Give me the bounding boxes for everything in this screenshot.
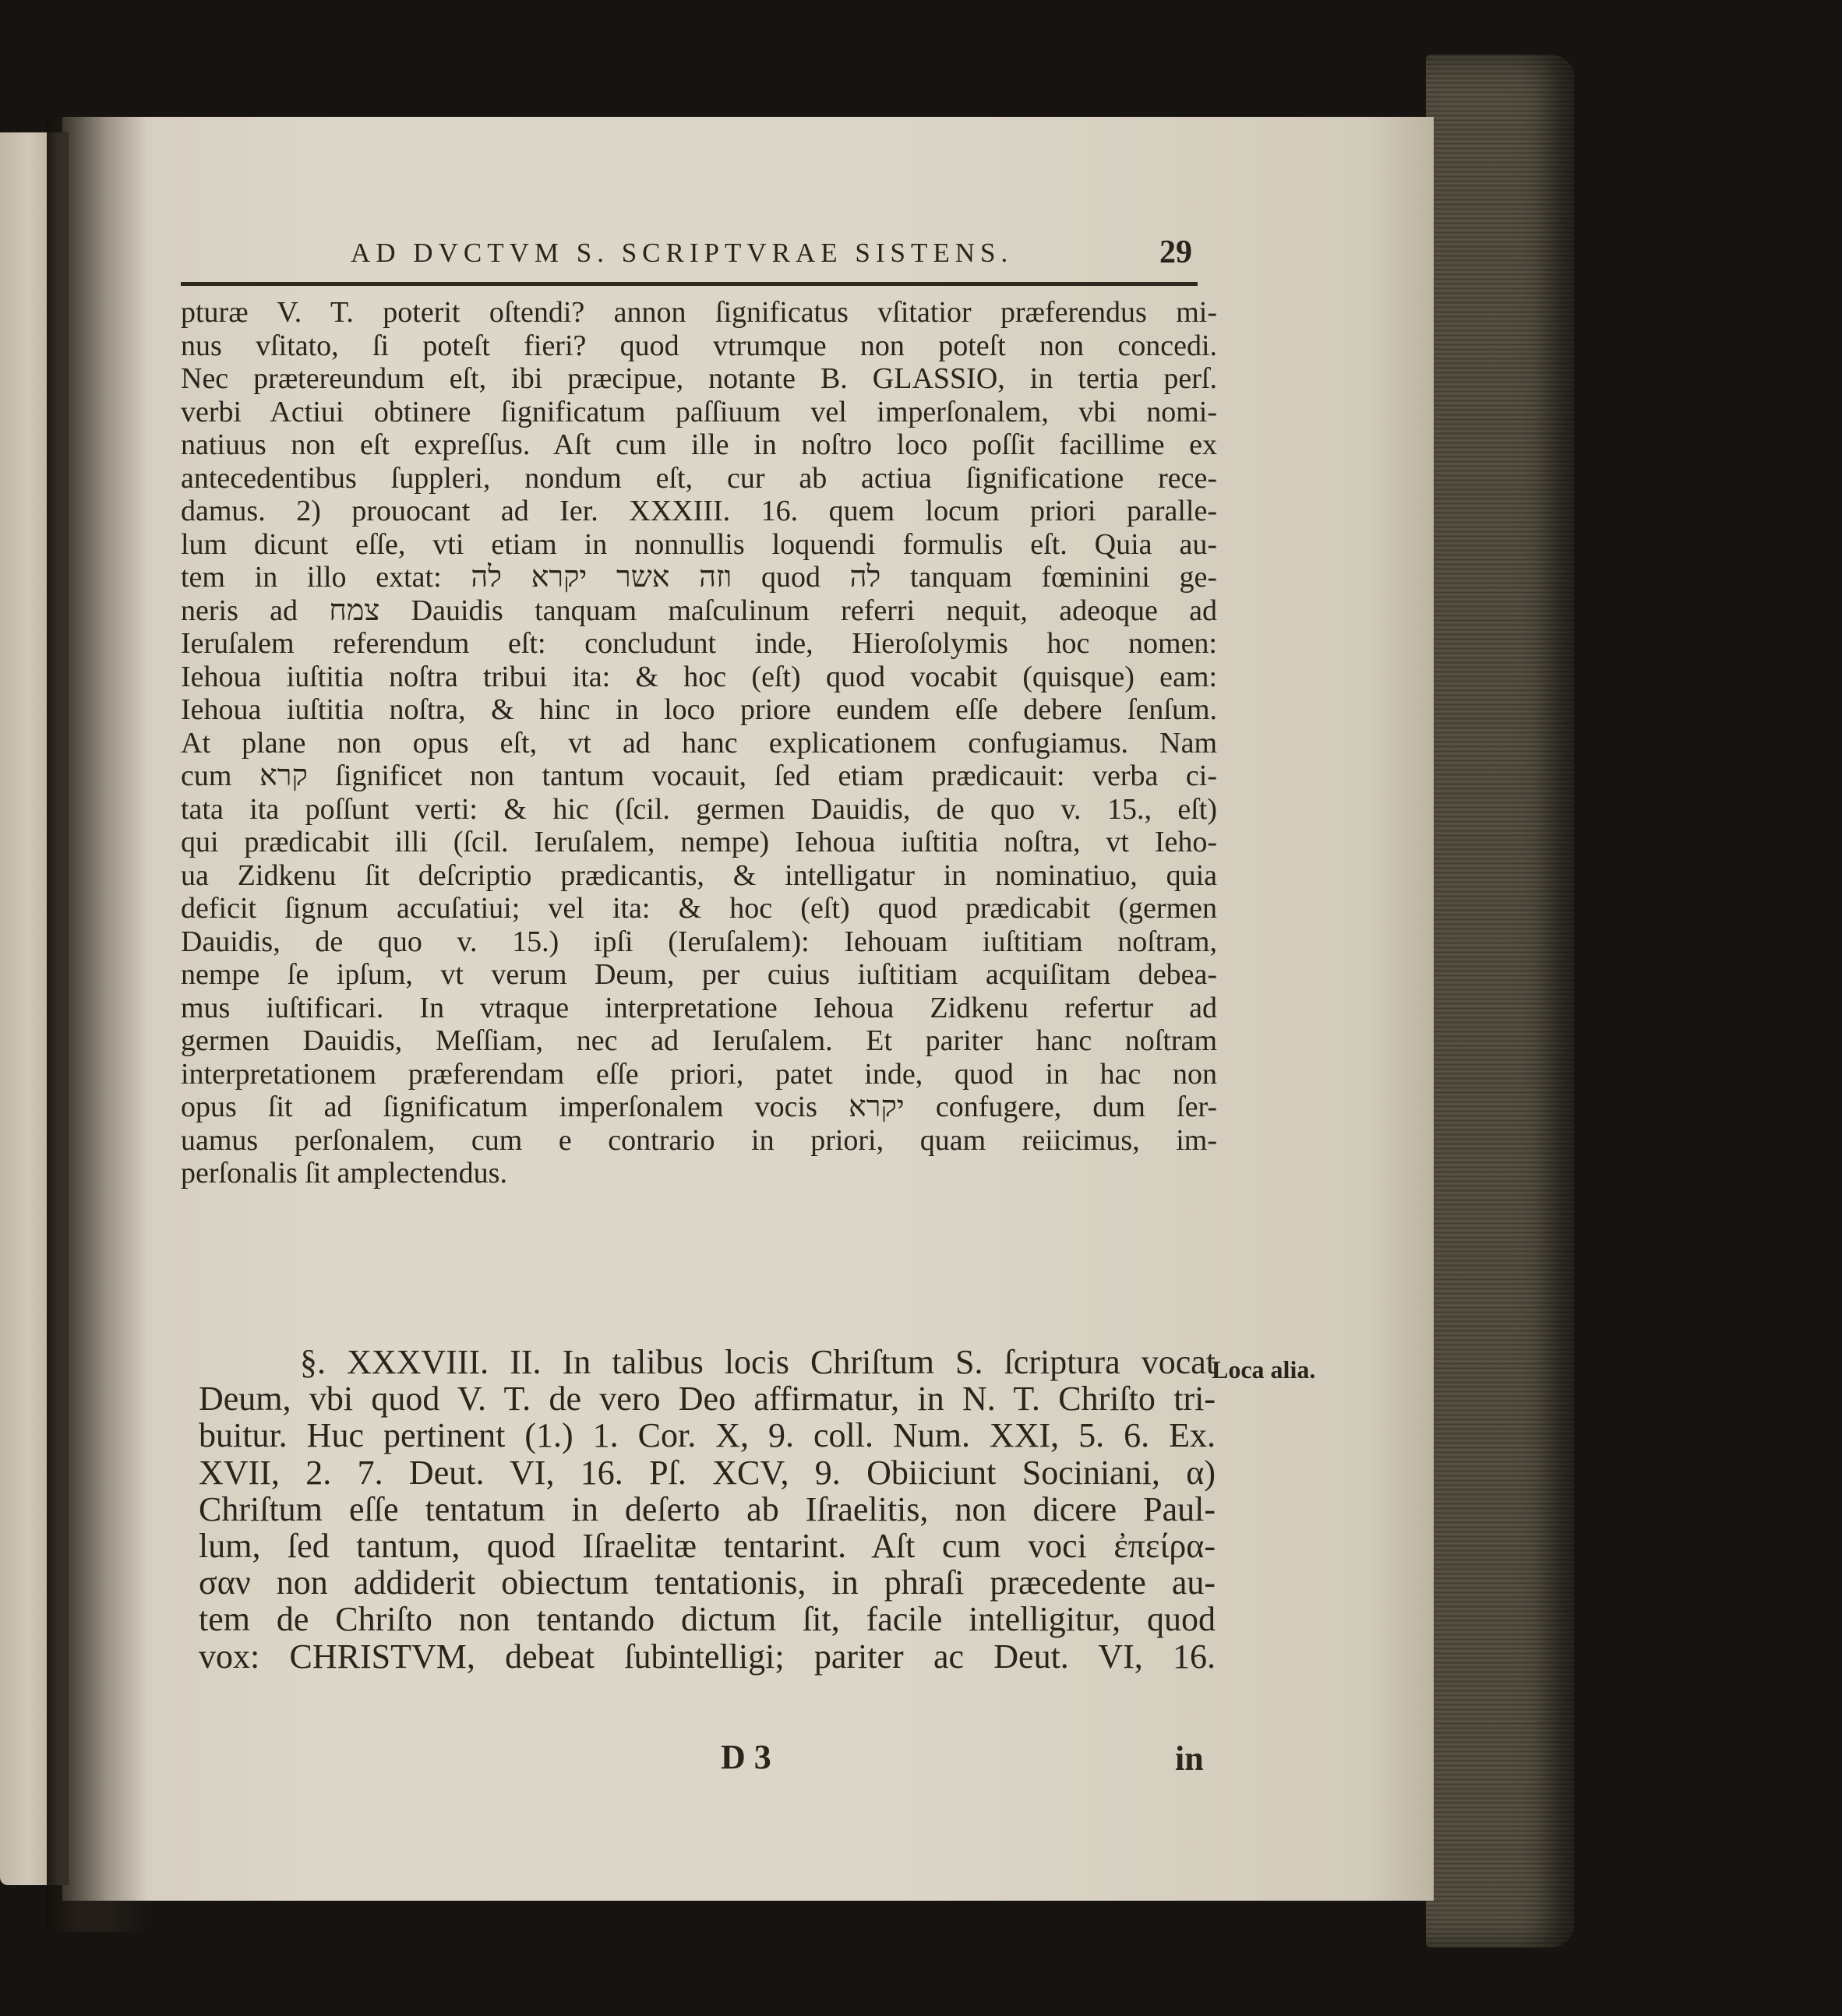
section-xxxviii [199, 1344, 1216, 1675]
text-line: perſonalis ſit amplectendus. [181, 1157, 507, 1190]
text-line: lum dicunt eſſe, vti etiam in nonnullis loquendi formulis eſt. Quia au- [181, 527, 1217, 561]
header-rule [181, 282, 1198, 286]
text-line: qui prædicabit illi (ſcil. Ieruſalem, nempe) Iehoua iuſtitia noſtra, vt Ieho- [181, 826, 1217, 858]
text-line: antecedentibus ſuppleri, nondum eſt, cur ab actiua ſignificatione rece- [181, 461, 1217, 495]
text-line: ua Zidkenu ſit deſcriptio prædicantis, & intelligatur in nominatiuo, quia [181, 858, 1217, 892]
text-line: nempe ſe ipſum, vt verum Deum, per cuius iuſtitiam acquiſitam debea- [181, 958, 1217, 991]
running-head: AD DVCTVM S. SCRIPTVRAE SISTENS. [351, 238, 1014, 268]
section-line: σαν non addiderit obiectum tentationis, in phraſi præcedente au- [199, 1563, 1216, 1602]
page-block-edge [1426, 55, 1574, 1947]
text-line: opus ſit ad ſignificatum imperſonalem vocis יקרא confugere, dum ſer- [181, 1091, 1218, 1123]
signature-mark: D 3 [721, 1738, 771, 1776]
text-line: nus vſitato, ſi poteſt fieri? quod vtrumque non poteſt non concedi. [181, 329, 1217, 362]
text-line: Ieruſalem referendum eſt: concludunt inde, Hieroſolymis hoc nomen: [181, 627, 1217, 660]
section-line: tem de Chriſto non tentando dictum ſit, facile intelligitur, quod [199, 1600, 1216, 1639]
text-line: mus iuſtificari. In vtraque interpretatione Iehoua Zidkenu refertur ad [181, 991, 1217, 1024]
book-gutter [47, 117, 148, 1932]
text-line: Iehoua iuſtitia noſtra, & hinc in loco priore eundem eſſe debere ſenſum. [181, 693, 1217, 726]
section-line: lum, ſed tantum, quod Iſraelitæ tentarint. Aſt cum voci ἐπείρα- [199, 1526, 1216, 1565]
text-line: Iehoua iuſtitia noſtra tribui ita: & hoc (eſt) quod vocabit (quisque) eam: [181, 660, 1217, 693]
text-line: verbi Actiui obtinere ſignificatum paſſiuum vel imperſonalem, vbi nomi- [181, 395, 1217, 428]
text-line: Dauidis, de quo v. 15.) ipſi (Ieruſalem): Iehouam iuſtitiam noſtram, [181, 925, 1217, 958]
section-line: §. XXXVIII. II. In talibus locis Chriſtum S. ſcriptura vocat [300, 1343, 1216, 1381]
text-line: damus. 2) prouocant ad Ier. XXXIII. 16. quem locum priori paralle- [181, 495, 1217, 527]
text-line: pturæ V. T. poterit oſtendi? annon ſignificatus vſitatior præferendus mi- [181, 296, 1217, 329]
text-line: cum קרא ſignificet non tantum vocauit, ſed etiam prædicauit: verba ci- [181, 760, 1217, 792]
text-line: uamus perſonalem, cum e contrario in priori, quam reiicimus, im- [181, 1123, 1217, 1157]
marginal-note: Loca alia. [1212, 1355, 1316, 1383]
catchword: in [1175, 1739, 1204, 1778]
section-line: buitur. Huc pertinent (1.) 1. Cor. X, 9. coll. Num. XXI, 5. 6. Ex. [199, 1416, 1216, 1455]
text-line: neris ad צמח Dauidis tanquam maſculinum referri nequit, adeoque ad [181, 594, 1217, 627]
section-line: Chriſtum eſſe tentatum in deſerto ab Iſraelitis, non dicere Paul- [199, 1489, 1216, 1528]
section-line: Deum, vbi quod V. T. de vero Deo affirmatur, in N. T. Chriſto tri- [199, 1380, 1216, 1419]
text-line: germen Dauidis, Meſſiam, nec ad Ieruſalem. Et pariter hanc noſtram [181, 1024, 1217, 1057]
section-line: vox: CHRISTVM, debeat ſubintelligi; pariter ac Deut. VI, 16. [199, 1637, 1216, 1676]
body-text [181, 296, 1217, 1190]
section-line: XVII, 2. 7. Deut. VI, 16. Pſ. XCV, 9. Obiiciunt Sociniani, α) [199, 1453, 1216, 1492]
text-line: natiuus non eſt expreſſus. Aſt cum ille in noſtro loco poſſit facillime ex [181, 428, 1217, 461]
text-line: Nec prætereundum eſt, ibi præcipue, notante B. GLASSIO, in tertia perſ. [181, 362, 1217, 395]
text-line: deficit ſignum accuſatiui; vel ita: & hoc (eſt) quod prædicabit (germen [181, 892, 1217, 925]
text-line: tata ita poſſunt verti: & hic (ſcil. germen Dauidis, de quo v. 15., eſt) [181, 792, 1217, 826]
text-line: tem in illo extat: וזה אשר יקרא לה quod לה tanquam fœminini ge- [181, 561, 1218, 594]
text-line: interpretationem præferendam eſſe priori, patet inde, quod in hac non [181, 1057, 1217, 1091]
page-number: 29 [1159, 234, 1192, 270]
text-line: At plane non opus eſt, vt ad hanc explicationem confugiamus. Nam [181, 726, 1217, 760]
